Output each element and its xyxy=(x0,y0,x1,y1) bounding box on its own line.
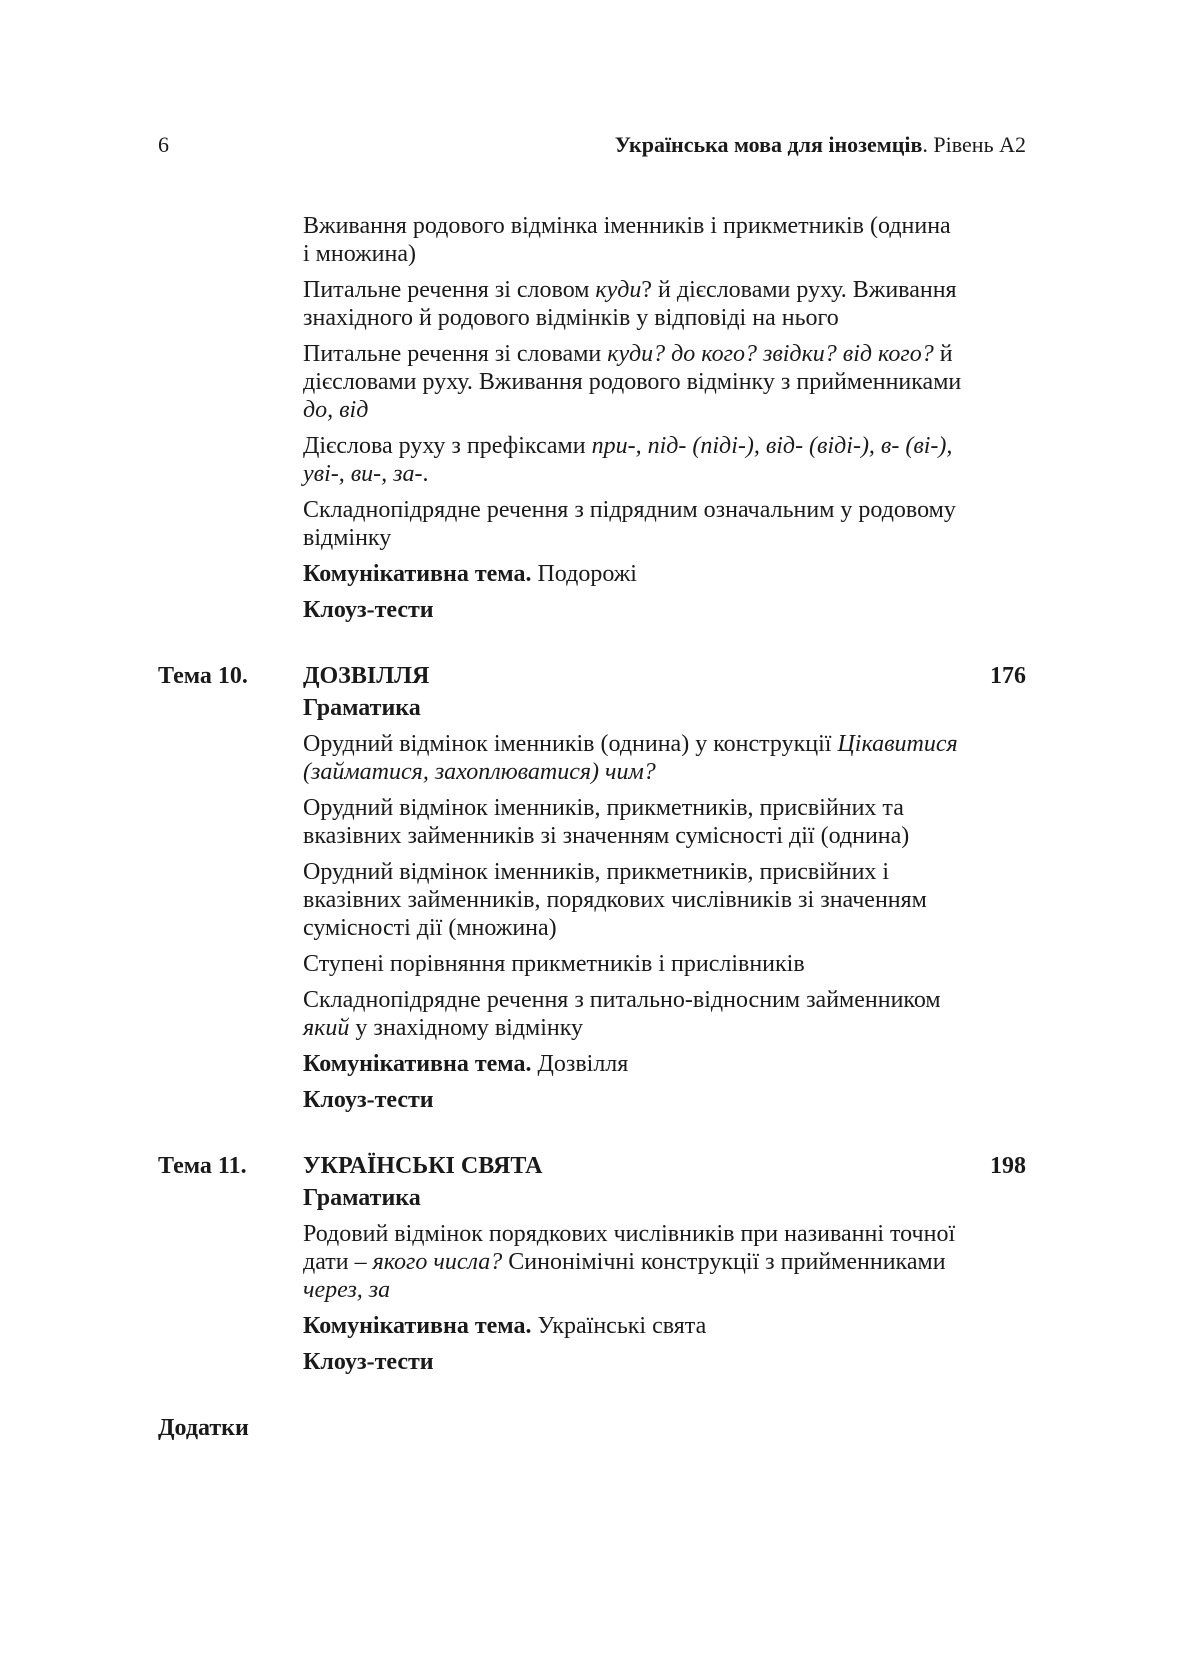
topic-name: ДОЗВІЛЛЯ xyxy=(303,663,430,689)
topic-label: Тема 10. xyxy=(158,663,248,689)
topic-11-heading xyxy=(158,1152,1026,1184)
topic-page: 176 xyxy=(990,663,1026,689)
toc-body xyxy=(158,212,1026,1442)
cloze-tests: Клоуз-тести xyxy=(303,1087,434,1113)
toc-item: Складнопідрядне речення з питально-відносним займенником який у знахідному відмінку xyxy=(303,987,941,1041)
topic-10-heading xyxy=(158,662,1026,694)
toc-item: Питальне речення зі словом куди? й дієсловами руху. Вживання знахідного й родового відмінків у відповіді на нього xyxy=(303,277,957,331)
topic-11-content xyxy=(303,1184,963,1376)
toc-item: Питальне речення зі словами куди? до кого? звідки? від кого? й дієсловами руху. Вживання родового відмінку з прийменниками до, від xyxy=(303,341,962,423)
appendix-heading: Додатки xyxy=(158,1415,249,1441)
cloze-tests: Клоуз-тести xyxy=(303,1349,434,1375)
page-number: 6 xyxy=(158,132,169,157)
toc-item: Ступені порівняння прикметників і прислівників xyxy=(303,951,805,977)
topic-label: Тема 11. xyxy=(158,1153,247,1179)
communicative-topic: Комунікативна тема. Подорожі xyxy=(303,561,637,587)
topic-page: 198 xyxy=(990,1153,1026,1179)
toc-item: Дієслова руху з префіксами при-, під- (піді-), від- (віді-), в- (ві-), уві-, ви-, за-. xyxy=(303,433,953,487)
running-title xyxy=(615,132,1026,158)
toc-item: Складнопідрядне речення з підрядним означальним у родовому відмінку xyxy=(303,497,956,551)
toc-item: Орудний відмінок іменників (однина) у конструкції Цікавитися (займатися, захоплюватися) чим? xyxy=(303,731,958,785)
running-title-rest: . Рівень А2 xyxy=(922,132,1026,157)
topic-10-content xyxy=(303,694,963,1114)
running-title-bold: Українська мова для іноземців xyxy=(614,132,923,157)
communicative-topic: Комунікативна тема. Українські свята xyxy=(303,1313,707,1339)
toc-item: Вживання родового відмінка іменників і прикметників (однина і множина) xyxy=(303,213,951,267)
toc-item: Родовий відмінок порядкових числівників при називанні точної дати – якого числа? Синонімічні конструкції з прийменниками через, за xyxy=(303,1221,956,1303)
section-prev xyxy=(303,212,963,624)
cloze-tests: Клоуз-тести xyxy=(303,597,434,623)
topic-name: УКРАЇНСЬКІ СВЯТА xyxy=(303,1153,543,1179)
communicative-topic: Комунікативна тема. Дозвілля xyxy=(303,1051,629,1077)
grammar-label: Граматика xyxy=(303,1185,421,1211)
toc-item: Орудний відмінок іменників, прикметників, присвійних та вказівних займенників зі значенням сумісності дії (однина) xyxy=(303,795,910,849)
grammar-label: Граматика xyxy=(303,695,421,721)
page-header xyxy=(158,132,1026,162)
toc-item: Орудний відмінок іменників, прикметників, присвійних і вказівних займенників, порядкових числівників зі значенням сумісності дії (множина) xyxy=(303,859,927,941)
